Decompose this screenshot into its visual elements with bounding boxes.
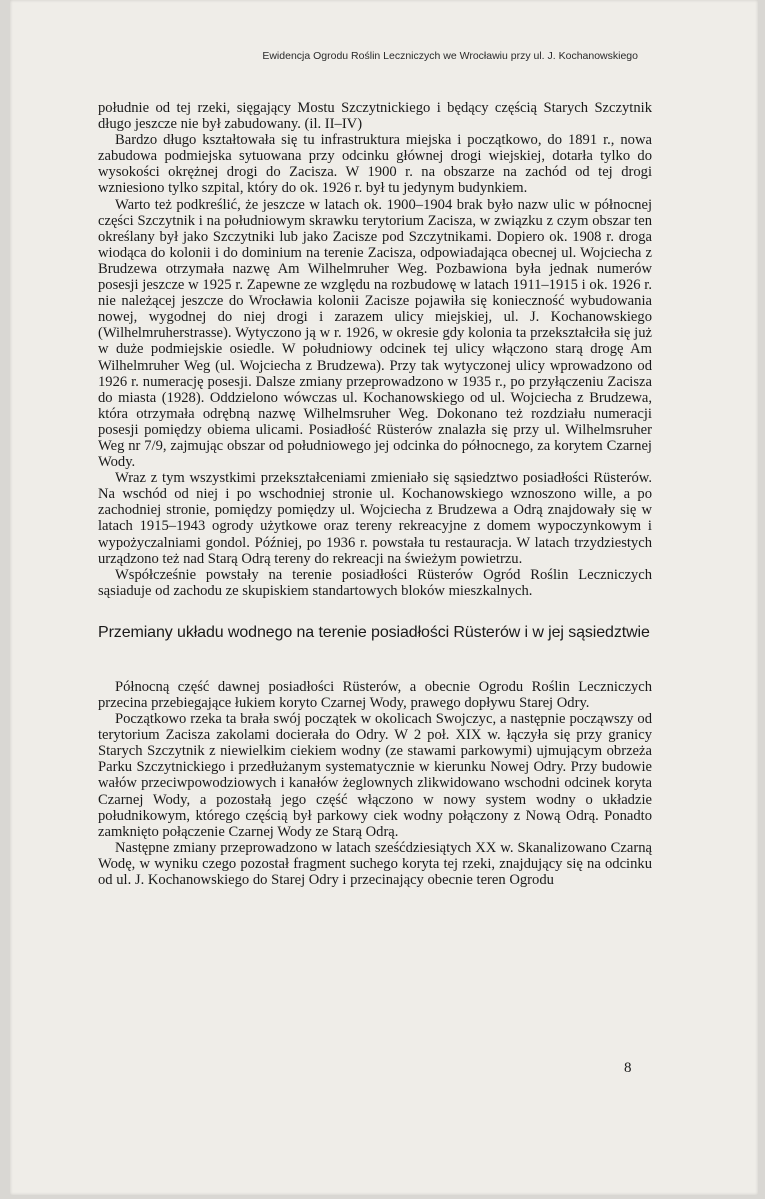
paragraph: Początkowo rzeka ta brała swój początek w okolicach Swojczyc, a następnie począwszy od terytorium Zacisza zakolami docierała do Odry. W 2 poł. XIX w. łączyła się przy granicy Starych Szczytnik z niewielkim ciekiem wodny (ze stawami parkowymi) ujmującym obrzeża Parku Szczytnickiego i przedłużanym systematycznie w kierunku Nowej Odry. Przy budowie wałów przeciwpowodziowych i kanałów żeglownych zlikwidowano wschodni odcinek koryta Czarnej Wody, a pozostałą jego część włączono w nowy system wodny o układzie południkowym, którego częścią był parkowy ciek wodny połączony z Nową Odrą. Ponadto zamknięto połączenie Czarnej Wody ze Starą Odrą. — [98, 711, 652, 840]
page-number: 8 — [624, 1060, 632, 1076]
paragraph: Następne zmiany przeprowadzono w latach sześćdziesiątych XX w. Skanalizowano Czarną Wodę, w wyniku czego pozostał fragment suchego koryta tej rzeki, znajdujący się na odcinku od ul. J. Kochanowskiego do Starej Odry i przecinający obecnie teren Ogrodu — [98, 839, 652, 889]
body-text — [98, 100, 652, 888]
paragraph: Wraz z tym wszystkimi przekształceniami zmieniało się sąsiedztwo posiadłości Rüsterów. Na wschód od niej i po wschodniej stronie ul. Kochanowskiego wznoszono wille, a po zachodniej stronie, pomiędzy pomiędzy ul. Wojciecha z Brudzewa a Odrą znajdowały się w latach 1915–1943 ogrody użytkowe oraz tereny rekreacyjne z domem wypoczynkowym i wypożyczalniami gondol. Później, po 1936 r. powstała tu restauracja. W latach trzydziestych urządzono też nad Starą Odrą tereny do rekreacji na świeżym powietrzu. — [98, 470, 652, 567]
paragraph: Północną część dawnej posiadłości Rüsterów, a obecnie Ogrodu Roślin Leczniczych przecina przebiegające łukiem koryto Czarnej Wody, prawego dopływu Starej Odry. — [98, 678, 652, 711]
paragraph: Współcześnie powstały na terenie posiadłości Rüsterów Ogród Roślin Leczniczych sąsiaduje od zachodu ze skupiskiem standartowych bloków mieszkalnych. — [98, 566, 652, 599]
document-page — [10, 0, 758, 1195]
paragraph: Warto też podkreślić, że jeszcze w latach ok. 1900–1904 brak było nazw ulic w północnej części Szczytnik i na południowym skrawku terytorium Zacisza, w związku z czym obszar ten określany był jako Szczytniki lub jako Zacisze pod Szczytnikami. Dopiero ok. 1908 r. droga wiodąca do kolonii i do dominium na terenie Zacisza, odpowiadająca obecnej ul. Wojciecha z Brudzewa otrzymała nazwę Am Wilhelmruher Weg. Pozbawiona była jednak numerów posesji jeszcze w 1925 r. Zapewne ze względu na rozbudowę w latach 1911–1915 i ok. 1926 r. nie należącej jeszcze do Wrocławia kolonii Zacisze pojawiła się konieczność wybudowania nowej, wygodnej do niej drogi i zarazem ulicy miejskiej, ul. J. Kochanowskiego (Wilhelmruherstrasse). Wytyczono ją w r. 1926, w okresie gdy kolonia ta przekształciła się już w duże podmiejskie osiedle. W południowy odcinek tej ulicy włączono starą drogę Am Wilhelmruher Weg (ul. Wojciecha z Brudzewa). Przy tak wytyczonej ulicy wprowadzono od 1926 r. numerację posesji. Dalsze zmiany przeprowadzono w 1935 r., po przyłączeniu Zacisza do miasta (1928). Oddzielono wówczas ul. Kochanowskiego od ul. Wojciecha z Brudzewa, która otrzymała odrębną nazwę Wilhelmsruher Weg. Dokonano też rozdziału numeracji posesji pomiędzy obiema ulicami. Posiadłość Rüsterów znalazła się przy ul. Wilhelmsruher Weg nr 7/9, zajmując obszar od południowego jej odcinka do północnego, za korytem Czarnej Wody. — [98, 196, 652, 471]
paragraph: Bardzo długo kształtowała się tu infrastruktura miejska i początkowo, do 1891 r., nowa zabudowa podmiejska sytuowana przy odcinku głównej drogi wiejskiej, dotarła tylko do wysokości okrężnej drogi do Zacisza. W 1900 r. na obszarze na zachód od tej drogi wzniesiono tylko szpital, który do ok. 1926 r. był tu jedynym budynkiem. — [98, 132, 652, 197]
paragraph: południe od tej rzeki, sięgający Mostu Szczytnickiego i będący częścią Starych Szczytnik długo jeszcze nie był zabudowany. (il. II–IV) — [98, 100, 652, 133]
running-header: Ewidencja Ogrodu Roślin Leczniczych we Wrocławiu przy ul. J. Kochanowskiego — [262, 50, 638, 62]
section-heading: Przemiany układu wodnego na terenie posiadłości Rüsterów i w jej sąsiedztwie — [98, 623, 650, 641]
